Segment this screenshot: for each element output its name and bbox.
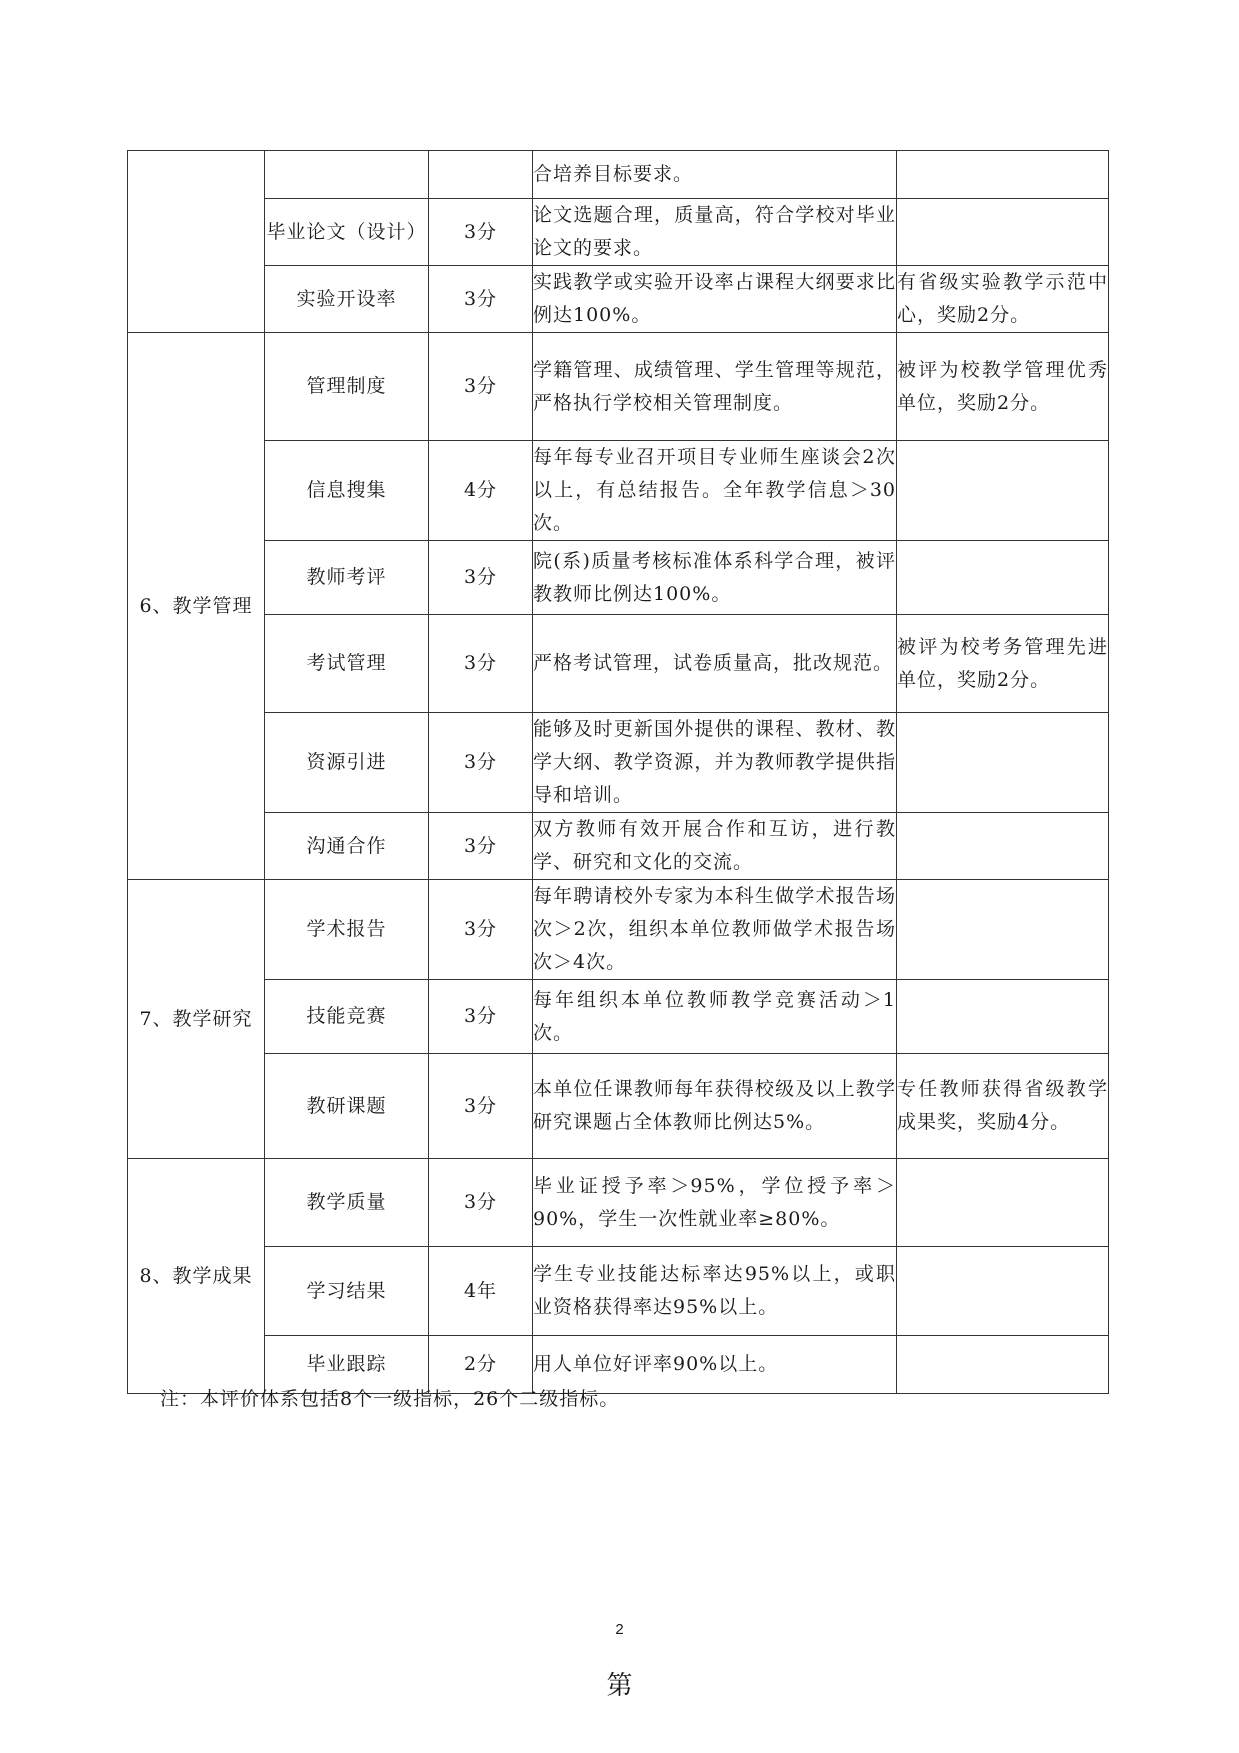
score-cell: 3分 [429,813,533,880]
table-row [128,713,1109,813]
indicator-cell: 教师考评 [265,541,429,615]
score-cell [429,151,533,199]
indicator-cell: 学习结果 [265,1247,429,1336]
score-cell: 3分 [429,880,533,980]
criteria-cell: 严格考试管理，试卷质量高，批改规范。 [533,615,897,713]
criteria-cell: 实践教学或实验开设率占课程大纲要求比例达100%。 [533,266,897,333]
indicator-cell: 技能竞赛 [265,980,429,1054]
bonus-cell: 被评为校教学管理优秀单位，奖励2分。 [897,333,1109,441]
bonus-cell [897,980,1109,1054]
criteria-cell: 每年组织本单位教师教学竞赛活动＞1次。 [533,980,897,1054]
indicator-cell: 实验开设率 [265,266,429,333]
bonus-cell: 专任教师获得省级教学成果奖，奖励4分。 [897,1054,1109,1159]
indicator-cell: 学术报告 [265,880,429,980]
table-row [128,441,1109,541]
bonus-cell [897,441,1109,541]
bonus-cell [897,199,1109,266]
table-row [128,615,1109,713]
indicator-cell: 毕业论文（设计） [265,199,429,266]
indicator-cell: 考试管理 [265,615,429,713]
table-row [128,1054,1109,1159]
indicator-cell: 教学质量 [265,1159,429,1247]
bonus-cell [897,151,1109,199]
criteria-cell: 论文选题合理，质量高，符合学校对毕业论文的要求。 [533,199,897,266]
bonus-cell [897,813,1109,880]
score-cell: 3分 [429,1054,533,1159]
bonus-cell [897,541,1109,615]
table-row [128,333,1109,441]
score-cell: 3分 [429,980,533,1054]
table-row [128,1247,1109,1336]
evaluation-table [127,150,1109,1394]
indicator-cell: 教研课题 [265,1054,429,1159]
criteria-cell: 双方教师有效开展合作和互访，进行教学、研究和文化的交流。 [533,813,897,880]
footer-character: 第 [606,1671,633,1701]
score-cell: 3分 [429,713,533,813]
table-row [128,266,1109,333]
indicator-cell: 毕业跟踪 [265,1336,429,1394]
page-number: 2 [615,1621,624,1638]
criteria-cell: 合培养目标要求。 [533,151,897,199]
table-row [128,541,1109,615]
table-row [128,980,1109,1054]
table-row [128,199,1109,266]
criteria-cell: 每年聘请校外专家为本科生做学术报告场次＞2次，组织本单位教师做学术报告场次＞4次。 [533,880,897,980]
category-cell: 6、教学管理 [128,333,265,880]
criteria-cell: 本单位任课教师每年获得校级及以上教学研究课题占全体教师比例达5%。 [533,1054,897,1159]
table-footnote: 注：本评价体系包括8个一级指标，26个二级指标。 [160,1388,620,1410]
score-cell: 4分 [429,441,533,541]
category-cell: 8、教学成果 [128,1159,265,1394]
bonus-cell [897,1247,1109,1336]
indicator-cell [265,151,429,199]
bonus-cell [897,1336,1109,1394]
score-cell: 4年 [429,1247,533,1336]
criteria-cell: 每年每专业召开项目专业师生座谈会2次以上，有总结报告。全年教学信息＞30次。 [533,441,897,541]
score-cell: 3分 [429,333,533,441]
score-cell: 2分 [429,1336,533,1394]
table-row [128,880,1109,980]
table-row [128,151,1109,199]
indicator-cell: 管理制度 [265,333,429,441]
score-cell: 3分 [429,541,533,615]
score-cell: 3分 [429,199,533,266]
bonus-cell: 被评为校考务管理先进单位，奖励2分。 [897,615,1109,713]
criteria-cell: 毕业证授予率＞95%，学位授予率＞90%，学生一次性就业率≥80%。 [533,1159,897,1247]
table-row [128,1159,1109,1247]
category-cell: 7、教学研究 [128,880,265,1159]
table-row [128,813,1109,880]
bonus-cell [897,713,1109,813]
criteria-cell: 学籍管理、成绩管理、学生管理等规范，严格执行学校相关管理制度。 [533,333,897,441]
score-cell: 3分 [429,1159,533,1247]
indicator-cell: 沟通合作 [265,813,429,880]
bonus-cell [897,1159,1109,1247]
indicator-cell: 信息搜集 [265,441,429,541]
criteria-cell: 用人单位好评率90%以上。 [533,1336,897,1394]
indicator-cell: 资源引进 [265,713,429,813]
criteria-cell: 院(系)质量考核标准体系科学合理，被评教教师比例达100%。 [533,541,897,615]
category-cell [128,151,265,333]
bonus-cell [897,880,1109,980]
bonus-cell: 有省级实验教学示范中心，奖励2分。 [897,266,1109,333]
score-cell: 3分 [429,615,533,713]
score-cell: 3分 [429,266,533,333]
criteria-cell: 学生专业技能达标率达95%以上，或职业资格获得率达95%以上。 [533,1247,897,1336]
criteria-cell: 能够及时更新国外提供的课程、教材、教学大纲、教学资源，并为教师教学提供指导和培训。 [533,713,897,813]
